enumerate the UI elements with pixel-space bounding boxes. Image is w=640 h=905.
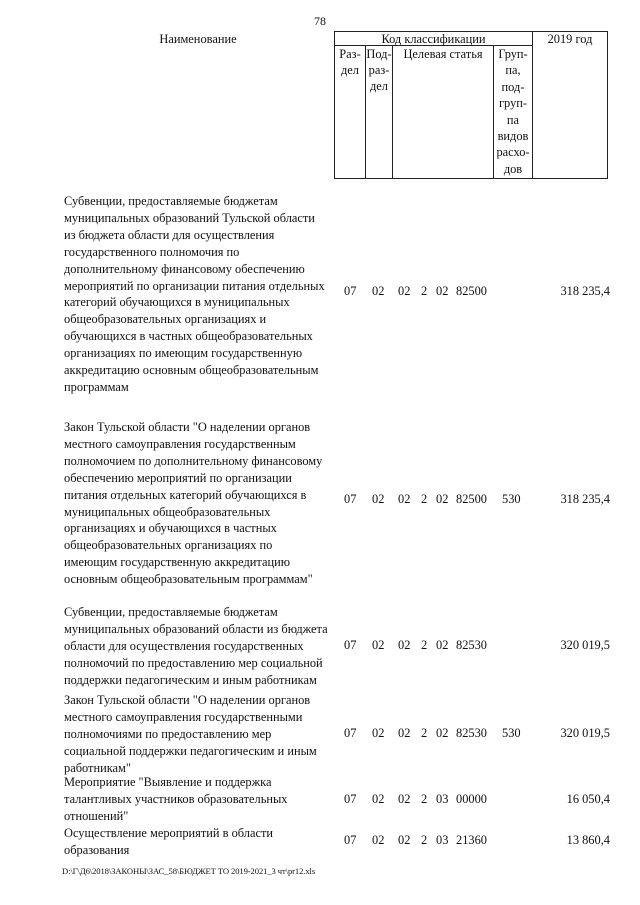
target-code-subprogram: 02 (436, 284, 449, 298)
target-code-direction: 82530 (456, 726, 487, 740)
row-name (64, 692, 346, 777)
row-name-line: обучающихся в частных общеобразовательных (64, 329, 313, 344)
header-target: Целевая статья (403, 47, 483, 61)
header-year: 2019 год (547, 32, 593, 46)
target-code-program: 02 (398, 492, 411, 506)
header-podrazdel (366, 46, 392, 94)
target-code-program: 02 (398, 726, 411, 740)
header-name: Наименование (159, 32, 237, 46)
row-name-line: дополнительному финансовому обеспечению (64, 261, 305, 276)
header-podrazdel-line: Под- (366, 47, 392, 61)
header-vid-line: под- (501, 79, 525, 94)
row-name-line: полномочиями по предоставлению мер (64, 726, 272, 741)
target-code-subprogram: 03 (436, 792, 449, 806)
target-code-subprogram: 02 (436, 492, 449, 506)
row-name-line: муниципальных образований области из бюджета (64, 621, 328, 636)
target-code-direction: 21360 (456, 833, 487, 847)
amount-2019: 318 235,4 (560, 284, 610, 298)
header-podrazdel-line: раз- (368, 63, 390, 77)
razdel-code: 07 (344, 833, 357, 847)
row-name-line: Закон Тульской области "О наделении органов (64, 693, 311, 707)
row-name-line: социальной поддержки педагогическим и иным (64, 743, 317, 758)
razdel-code: 07 (344, 638, 357, 652)
target-code-subprogram: 02 (436, 638, 449, 652)
row-name-line: области для осуществления государственных (64, 638, 304, 653)
target-code-direction: 82500 (456, 492, 487, 506)
header-razdel (335, 46, 365, 78)
row-name-line: аккредитацию основным общеобразовательным (64, 363, 319, 378)
row-name-line: имеющим государственную аккредитацию (64, 555, 290, 570)
target-code-direction: 00000 (456, 792, 487, 806)
header-podrazdel-line: дел (370, 79, 388, 93)
row-name-line: из бюджета области для осуществления (64, 227, 275, 242)
podrazdel-code: 02 (372, 833, 385, 847)
page-number: 78 (314, 14, 326, 28)
razdel-code: 07 (344, 284, 357, 298)
podrazdel-code: 02 (372, 726, 385, 740)
row-name-line: образования (64, 842, 130, 857)
podrazdel-code: 02 (372, 638, 385, 652)
header-razdel-line: Раз- (339, 47, 361, 61)
row-name-line: категорий обучающихся в муниципальных (64, 295, 290, 310)
header-vid-line: груп- (498, 96, 528, 111)
expense-type-code: 530 (502, 726, 521, 740)
row-name-line: программам (64, 379, 129, 394)
target-code-type: 2 (421, 833, 428, 847)
target-code-direction: 82530 (456, 638, 487, 652)
row-name-line: государственного полномочия по (64, 244, 240, 259)
row-name (64, 193, 346, 396)
amount-2019: 320 019,5 (560, 726, 610, 740)
header-razdel-line: дел (341, 63, 359, 77)
row-name-line: питания отдельных категорий обучающихся в (64, 487, 307, 502)
amount-2019: 16 050,4 (566, 792, 610, 806)
row-name-line: Субвенции, предоставляемые бюджетам (64, 605, 278, 619)
target-code-type: 2 (421, 726, 428, 740)
amount-2019: 318 235,4 (560, 492, 610, 506)
podrazdel-code: 02 (372, 492, 385, 506)
target-code-program: 02 (398, 638, 411, 652)
row-name-line: полномочием по дополнительному финансовому (64, 453, 323, 468)
row-name-line: работникам" (64, 760, 131, 775)
row-name-line: местного самоуправления государственными (64, 709, 303, 724)
row-name-line: организациях и обучающихся в частных (64, 521, 277, 536)
row-name-line: муниципальных образований Тульской области (64, 210, 315, 225)
row-name-line: организациях по имеющим государственную (64, 346, 303, 361)
podrazdel-code: 02 (372, 284, 385, 298)
row-name-line: Субвенции, предоставляемые бюджетам (64, 194, 278, 208)
row-name-line: общеобразовательных организациях по (64, 538, 273, 553)
row-name-line: поддержки педагогическим и иным работникам (64, 672, 317, 687)
target-code-type: 2 (421, 638, 428, 652)
row-name-line: Закон Тульской области "О наделении органов (64, 420, 311, 434)
razdel-code: 07 (344, 792, 357, 806)
razdel-code: 07 (344, 726, 357, 740)
expense-type-code: 530 (502, 492, 521, 506)
row-name-line: местного самоуправления государственным (64, 436, 296, 451)
header-vid-line: видов (497, 129, 529, 144)
row-name (64, 825, 346, 859)
target-code-type: 2 (421, 284, 428, 298)
amount-2019: 13 860,4 (566, 833, 610, 847)
row-name-line: муниципальных общеобразовательных (64, 504, 271, 519)
row-name (64, 774, 346, 825)
row-name (64, 604, 346, 689)
target-code-type: 2 (421, 792, 428, 806)
row-name-line: основным общеобразовательным программам" (64, 572, 313, 587)
target-code-subprogram: 02 (436, 726, 449, 740)
header-vid-line: дов (503, 161, 523, 176)
row-name-line: обеспечению мероприятий по организации (64, 470, 292, 485)
row-name-line: Осуществление мероприятий в области (64, 826, 274, 840)
row-name-line: отношений" (64, 808, 129, 823)
header-vid-line: расхо- (496, 145, 530, 160)
file-path-footer: D:\Г\Д6\2018\ЗАКОНЫ\ЗАС_58\БЮДЖЕТ ТО 2019-2021_3 чт\рr12.xls (62, 866, 316, 876)
row-name-line: Мероприятие "Выявление и поддержка (64, 775, 272, 789)
target-code-subprogram: 03 (436, 833, 449, 847)
razdel-code: 07 (344, 492, 357, 506)
row-name-line: общеобразовательных организациях и (64, 312, 267, 327)
header-vid-line: Груп- (498, 47, 528, 61)
header-code-group: Код классификации (381, 32, 486, 46)
header-vid-line: па (506, 112, 520, 127)
podrazdel-code: 02 (372, 792, 385, 806)
target-code-program: 02 (398, 833, 411, 847)
row-name (64, 419, 346, 588)
target-code-type: 2 (421, 492, 428, 506)
target-code-program: 02 (398, 792, 411, 806)
row-name-line: талантливых участников образовательных (64, 791, 288, 806)
target-code-program: 02 (398, 284, 411, 298)
header-vid (494, 46, 532, 177)
header-vid-line: па, (505, 63, 521, 78)
amount-2019: 320 019,5 (560, 638, 610, 652)
row-name-line: мероприятий по организации питания отдельных (64, 278, 325, 293)
row-name-line: полномочий по предоставлению мер социальной (64, 655, 323, 670)
target-code-direction: 82500 (456, 284, 487, 298)
